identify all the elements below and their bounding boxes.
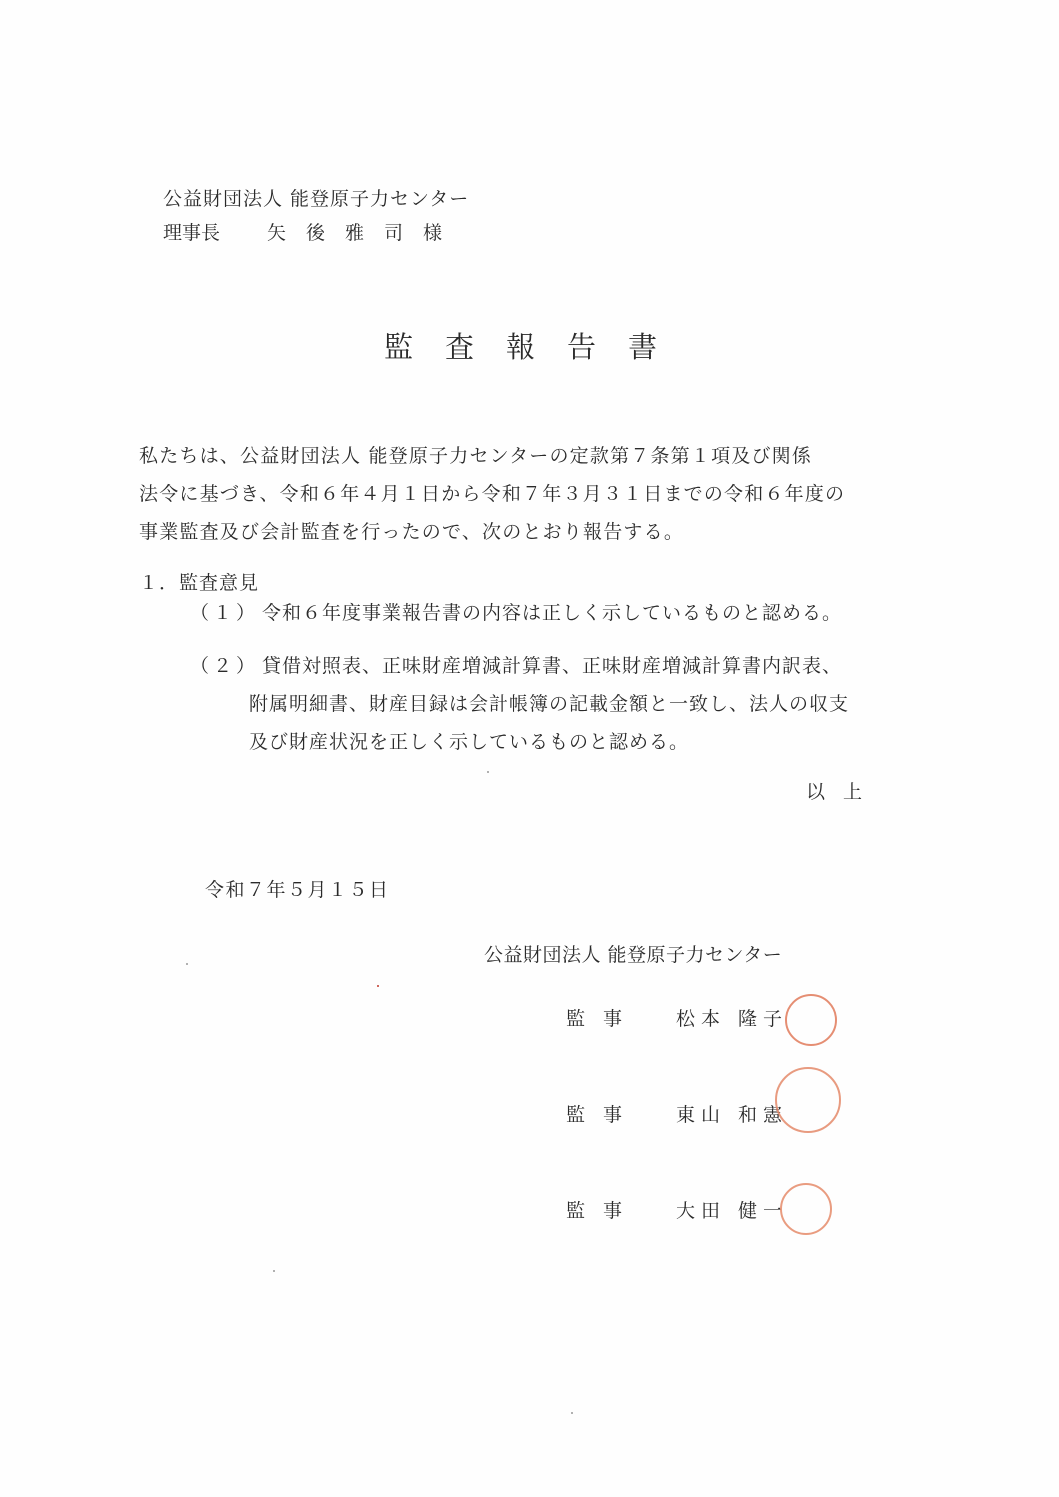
addressee-organization: 公益財団法人 能登原子力センター bbox=[163, 188, 470, 210]
seal-stamp bbox=[775, 1067, 841, 1133]
auditor-role: 監事 bbox=[566, 1104, 641, 1126]
intro-paragraph bbox=[139, 437, 909, 551]
report-date: 令和７年５月１５日 bbox=[205, 879, 390, 901]
auditor-row bbox=[566, 1196, 788, 1223]
seal-stamp bbox=[785, 994, 837, 1046]
item-line: 貸借対照表、正味財産増減計算書、正味財産増減計算書内訳表、 bbox=[262, 655, 843, 677]
addressee-honorific: 様 bbox=[423, 222, 443, 244]
item-text-block bbox=[249, 647, 850, 761]
signature-organization: 公益財団法人 能登原子力センター bbox=[484, 944, 783, 966]
scan-speck bbox=[186, 963, 188, 965]
item-line: 附属明細書、財産目録は会計帳簿の記載金額と一致し、法人の収支 bbox=[249, 693, 850, 715]
intro-line: 私たちは、公益財団法人 能登原子力センターの定款第７条第１項及び関係 bbox=[139, 445, 813, 467]
auditor-role: 監事 bbox=[566, 1008, 641, 1030]
auditor-row bbox=[566, 1004, 788, 1031]
closing-mark: 以上 bbox=[806, 781, 881, 803]
auditor-row bbox=[566, 1100, 788, 1127]
intro-line: 法令に基づき、令和６年４月１日から令和７年３月３１日までの令和６年度の bbox=[139, 483, 846, 505]
addressee-title: 理事長 bbox=[163, 222, 221, 244]
seal-stamp bbox=[780, 1183, 832, 1235]
auditor-name: 大田 健一 bbox=[676, 1200, 789, 1222]
item-number: （２） bbox=[190, 655, 260, 677]
auditor-name: 松本 隆子 bbox=[676, 1008, 789, 1030]
item-text: 令和６年度事業報告書の内容は正しく示しているものと認める。 bbox=[262, 602, 843, 624]
auditor-name: 東山 和憲 bbox=[676, 1104, 789, 1126]
document-title: 監査報告書 bbox=[384, 330, 690, 364]
item-line: 及び財産状況を正しく示しているものと認める。 bbox=[249, 731, 690, 753]
section-heading: １．監査意見 bbox=[139, 572, 260, 594]
intro-line: 事業監査及び会計監査を行ったので、次のとおり報告する。 bbox=[139, 521, 685, 543]
auditor-role: 監事 bbox=[566, 1200, 641, 1222]
scan-speck bbox=[571, 1412, 573, 1414]
scan-speck bbox=[377, 985, 379, 987]
addressee-line bbox=[163, 218, 442, 245]
scan-speck bbox=[487, 771, 489, 773]
item-number: （１） bbox=[190, 602, 260, 624]
addressee-name: 矢後雅司 bbox=[267, 222, 424, 244]
scan-speck bbox=[273, 1270, 275, 1272]
